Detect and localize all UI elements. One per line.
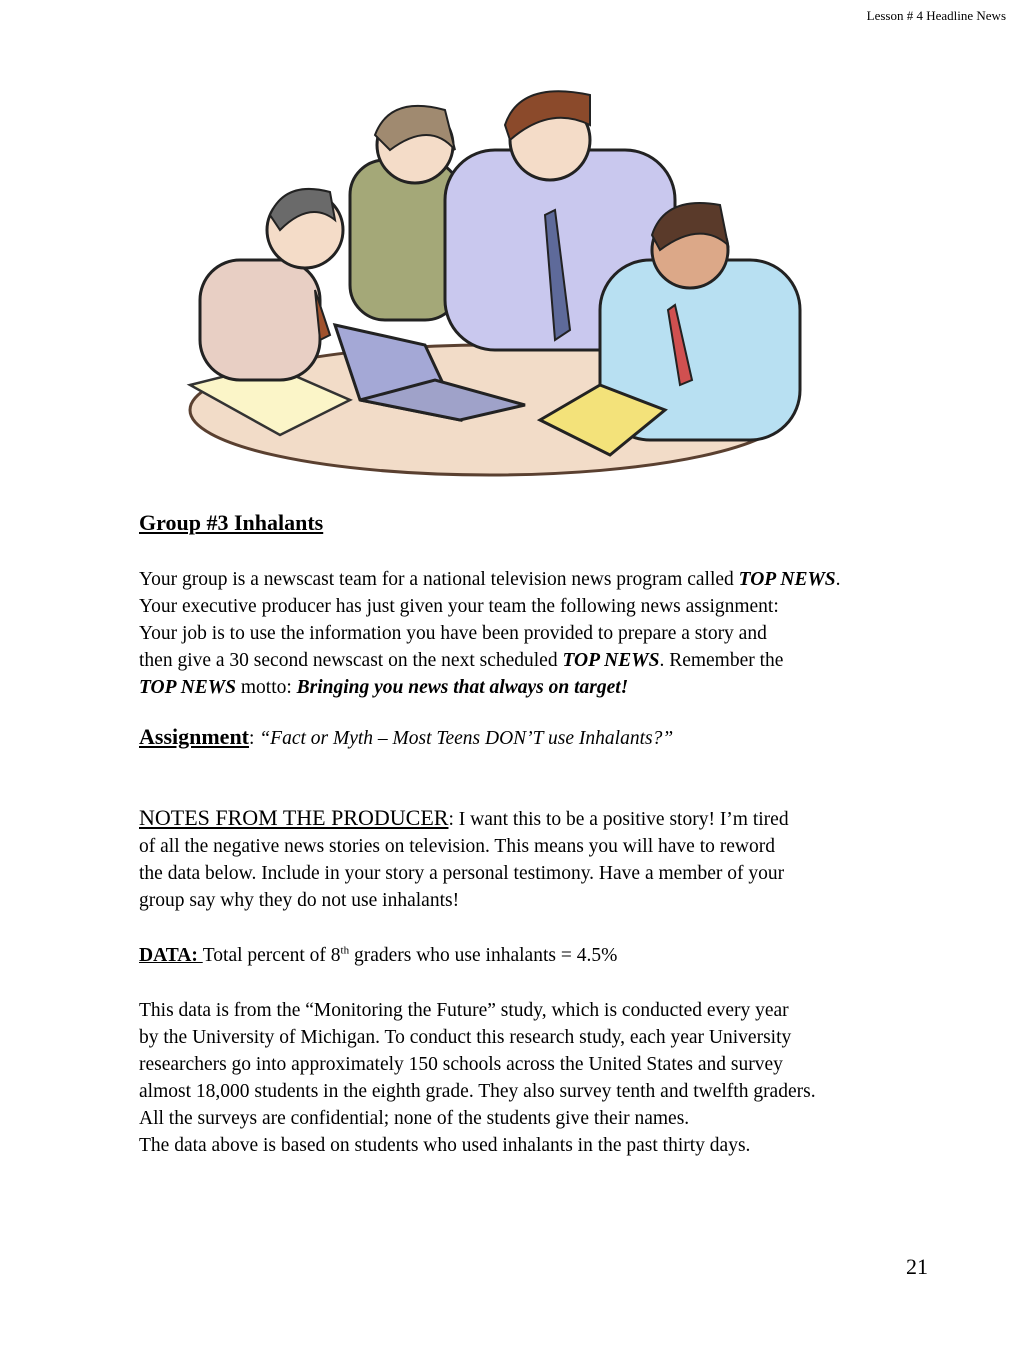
newscast-team-illustration [160, 80, 810, 480]
study-line: by the University of Michigan. To conduct this research study, each year University [139, 1027, 792, 1048]
assignment-text: “Fact or Myth – Most Teens DON’T use Inhalants?” [259, 728, 674, 749]
motto: Bringing you news that always on target! [296, 677, 629, 698]
study-line: almost 18,000 students in the eighth grade. They also survey tenth and twelfth graders. [139, 1081, 816, 1102]
notes-line: the data below. Include in your story a personal testimony. Have a member of your [139, 863, 785, 884]
intro-text: motto: [235, 677, 297, 698]
data-text: graders who use inhalants = 4.5% [349, 945, 618, 966]
intro-text: then give a 30 second newscast on the next scheduled [139, 650, 563, 671]
assignment-colon: : [249, 728, 260, 749]
page-header: Lesson # 4 Headline News [866, 8, 1006, 23]
brand-top-news: TOP NEWS [562, 650, 660, 671]
study-line: All the surveys are confidential; none of the students give their names. [139, 1108, 690, 1129]
assignment-label: Assignment [139, 724, 250, 749]
intro-line [139, 647, 979, 674]
intro-text: Your group is a newscast team for a national television news program called [139, 569, 739, 590]
brand-top-news: TOP NEWS [139, 677, 236, 698]
page-number: 21 [906, 1254, 928, 1279]
brand-top-news: TOP NEWS [738, 569, 836, 590]
data-text: Total percent of 8 [202, 945, 341, 966]
data-label: DATA: [139, 945, 203, 966]
notes-text: : I want this to be a positive story! I’m tired [448, 809, 789, 830]
notes-line: group say why they do not use inhalants! [139, 890, 460, 911]
document-body [139, 508, 979, 1159]
assignment [139, 723, 979, 752]
notes-line [139, 804, 979, 833]
intro-line: Your executive producer has just given your team the following news assignment: [139, 596, 779, 617]
study-paragraph [139, 997, 979, 1159]
intro-text: . [835, 569, 841, 590]
intro-line [139, 566, 979, 593]
study-line: The data above is based on students who used inhalants in the past thirty days. [139, 1135, 751, 1156]
notes-line: of all the negative news stories on television. This means you will have to reword [139, 836, 775, 857]
intro-line [139, 674, 979, 701]
intro-paragraph [139, 566, 979, 701]
intro-line: Your job is to use the information you have been provided to prepare a story and [139, 623, 767, 644]
study-line: researchers go into approximately 150 schools across the United States and survey [139, 1054, 783, 1075]
producer-notes [139, 804, 979, 914]
notes-label: NOTES FROM THE PRODUCER [139, 805, 449, 830]
intro-text: . Remember the [659, 650, 784, 671]
ordinal-suffix: th [340, 944, 350, 957]
study-line: This data is from the “Monitoring the Future” study, which is conducted every year [139, 1000, 789, 1021]
data-statement [139, 942, 979, 969]
group-heading: Group #3 Inhalants [139, 510, 324, 535]
